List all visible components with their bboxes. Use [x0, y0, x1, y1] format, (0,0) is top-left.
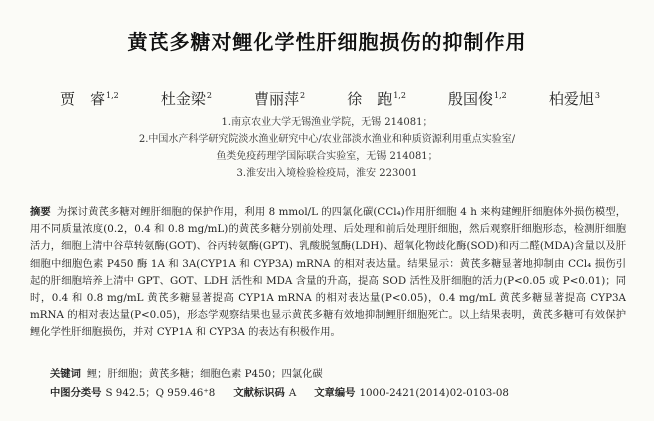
affiliation-line: 3.淮安出入境检验检疫局，淮安 223001	[236, 168, 418, 179]
keywords-row	[50, 365, 323, 380]
affiliation-line: 鱼类免疫药理学国际联合实验室，无锡 214081；	[216, 151, 438, 162]
article-no-item	[314, 384, 509, 399]
author-affil-sup: 1,2	[494, 91, 507, 100]
author-1	[60, 88, 119, 109]
author-3	[254, 88, 305, 109]
affiliation-line: 2.中国水产科学研究院淡水渔业研究中心/农业部淡水渔业和种质资源利用重点实验室/	[138, 134, 516, 145]
affiliation-line: 1.南京农业大学无锡渔业学院，无锡 214081；	[221, 117, 433, 128]
author-name: 曹丽萍	[254, 90, 300, 108]
author-affil-sup: 1,2	[106, 91, 119, 100]
author-name: 杜金梁	[160, 90, 206, 108]
abstract-text: 为探讨黄芪多糖对鲤肝细胞的保护作用，利用 8 mmol/L 的四氯化碳(CCl₄)作用肝细胞 4 h 来构建鲤肝细胞体外损伤模型，用不同质量浓度(0.2，0.4 和 0.8 mg/mL)的黄芪多糖分别前处理、后处理和前后处理肝细胞，然后观察肝细胞形态，检测肝细胞活力，细胞上清中谷草转氨酶(GOT)、谷丙转氨酶(GPT)、乳酸脱氢酶(LDH)、超氧化物歧化酶(SOD)和丙二醛(MDA)含量以及肝细胞中细胞色素 P450 酶 1A 和 3A(CYP1A 和 CYP3A) mRNA 的相对表达量。结果显示：黄芪多糖显著地抑制由 CCl₄ 损伤引起的肝细胞培养上清中 GPT、GOT、LDH 活性和 MDA 含量的升高，提高 SOD 活性及肝细胞的活力(P<0.05 或 P<0.01)；同时，0.4 和 0.8 mg/mL 黄芪多糖显著提高 CYP1A mRNA 的相对表达量(P<0.05)，0.4 mg/mL 黄芪多糖显著提高 CYP3A mRNA 的相对表达量(P<0.05)，形态学观察结果也显示黄芪多糖有效地抑制鲤肝细胞死亡。以上结果表明，黄芪多糖可有效保护鲤化学性肝细胞损伤，并对 CYP1A 和 CYP3A 的表达有积极作用。	[30, 206, 626, 339]
author-list	[60, 88, 600, 109]
clc-value: S 942.5；Q 959.46⁺8	[105, 387, 216, 399]
paper-title: 黄芪多糖对鲤化学性肝细胞损伤的抑制作用	[127, 30, 527, 54]
doc-code-label: 文献标识码	[233, 387, 285, 399]
article-no-value: 1000-2421(2014)02-0103-08	[359, 387, 509, 399]
article-no-label: 文章编号	[314, 387, 356, 399]
author-affil-sup: 2	[300, 91, 306, 100]
keywords-text: 鲤；肝细胞；黄芪多糖；细胞色素 P450；四氯化碳	[86, 368, 323, 380]
author-name: 殷国俊	[448, 90, 494, 108]
classification-row	[50, 384, 610, 399]
clc-item	[50, 384, 215, 399]
author-name: 徐 跑	[347, 90, 393, 108]
author-name: 柏爱旭	[548, 90, 594, 108]
keywords-label: 关键词	[50, 368, 81, 380]
author-name: 贾 睿	[60, 90, 106, 108]
author-2	[161, 88, 212, 109]
author-5	[448, 88, 507, 109]
doc-code-value: A	[288, 387, 297, 399]
affiliation-list	[0, 114, 654, 182]
author-affil-sup: 3	[594, 91, 600, 100]
author-4	[347, 88, 406, 109]
doc-code-item	[233, 384, 296, 399]
author-affil-sup: 1,2	[393, 91, 406, 100]
abstract-block	[30, 204, 626, 342]
abstract-label: 摘要	[30, 206, 51, 218]
author-affil-sup: 2	[206, 91, 212, 100]
author-6	[549, 88, 600, 109]
clc-label: 中图分类号	[50, 387, 102, 399]
